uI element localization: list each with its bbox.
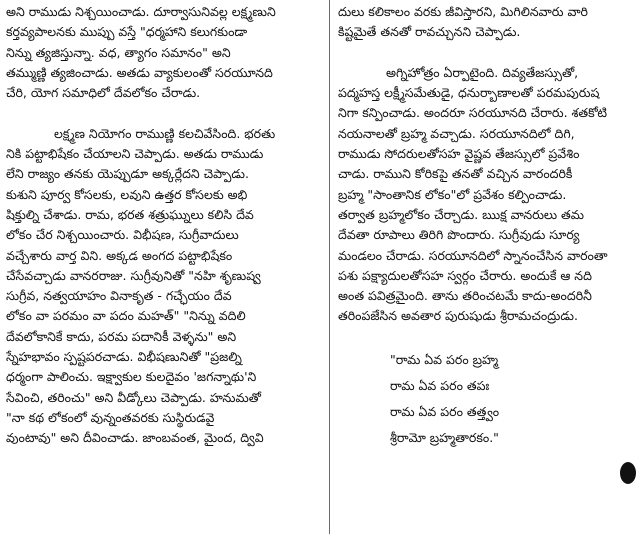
paragraph-ascension	[338, 63, 630, 327]
text-line: పశు పక్ష్యాదులతోసహ స్వర్గం చేరారు. అందుకే ఆ నది	[338, 267, 592, 283]
text-line: నిగా కన్పించాడు. అందరూ సరయూనది చేరారు. శతకోటి	[338, 105, 608, 121]
column-divider	[329, 0, 330, 534]
text-line: "నా కథ లోకంలో వున్నంతవరకు సుస్థిరుడవై	[6, 409, 215, 425]
text-line: చేరి, యోగ సమాధిలో దేవలోకం చేరాడు.	[6, 85, 201, 101]
text-line: వచ్చేశారు వార్త విని. అక్కడ అంగద పట్టాభిషేకం	[6, 247, 233, 263]
paragraph-gap	[338, 327, 630, 347]
text-line: తరింపజేసిన అవతార పురుషుడు శ్రీరామచంద్రుడు.	[338, 308, 578, 324]
text-line: దులు కలికాలం వరకు జీవిస్తారని, మిగిలినవారు వారి	[338, 4, 588, 19]
text-line: అని రాముడు నిశ్చయించాడు. దూర్వాసునివల్ల లక్ష్మణుని	[6, 4, 276, 19]
text-line: లక్ష్మణ నియోగం రాముణ్ణి కలచివేసింది. భరతు	[54, 125, 276, 141]
paragraph-farewell	[6, 124, 322, 449]
closing-verse	[338, 347, 630, 451]
text-line: కిష్టమైతే తనతో రావచ్చునని చెప్పాడు.	[338, 24, 521, 40]
text-line: సుగ్రీవ, నత్వయాహం వినాకృత - గచ్ఛేయం దేవ	[6, 288, 232, 304]
paragraph-continuation	[338, 2, 630, 43]
binding-hole-mark	[620, 462, 636, 484]
text-line: కుశుని పూర్వ కోసలకు, లవుని ఉత్తర కోసలకు అభి	[6, 186, 248, 202]
text-line: తమ్ముణ్ణి త్యజించాడు. అతడు వ్యాకులంతో సరయూనది	[6, 64, 273, 80]
text-line: తర్వాత బ్రహ్మలోకం చేర్చాడు. ఋక్ష వానరులు తమ	[338, 206, 585, 222]
text-line: సేవించి, తరించు" అని వీడ్కోలు చెప్పాడు. హనుమతో	[6, 389, 261, 405]
left-column	[6, 2, 322, 449]
text-line: లేని రాజ్యం తనకు యెప్పుడూ అక్కర్లేదని చెప్పాడు.	[6, 166, 249, 182]
text-line: చేసేవచ్చాడు వానరరాజు. సుగ్రీవునితో "నహి శృణుష్వ	[6, 267, 261, 283]
text-line: అగ్నిహోత్రం ఏర్పాటైంది. దివ్యతేజస్సుతో,	[386, 64, 579, 80]
text-line: అంత పవిత్రమైంది. తాను తరించటమే కాదు-అందరినీ	[338, 288, 592, 304]
text-line: లోకం చేర నిశ్చయించారు. విభీషణ, సుగ్రీవాదులు	[6, 227, 239, 243]
text-line: దేవతా రూపాలు తిరిగి పొందారు. సుగ్రీవుడు సూర్య	[338, 227, 580, 243]
text-line: మండలం చేరాడు. సరయూనదిలో స్నానంచేసిన వారంతా	[338, 247, 608, 263]
text-line: నిన్ను త్యజిస్తున్నా. వధ, త్యాగం సమానం" అని	[6, 44, 231, 60]
paragraph-gap	[338, 43, 630, 63]
text-line: రాముడు సోదరులతోసహ వైష్ణవ తేజస్సులో ప్రవేశిం	[338, 146, 580, 162]
verse-line: శ్రీరామో బ్రహ్మతారకం."	[390, 430, 499, 446]
text-line: కర్తవ్యపాలనకు ముప్పు వస్తే "ధర్మహాని కలుగకుండా	[6, 24, 248, 40]
paragraph-lakshmana-exit	[6, 2, 322, 103]
text-line: దేవలోకానికే కాదు, పరమ పదానికీ వెళ్ళను" అని	[6, 328, 237, 344]
text-line: బ్రహ్మ "సాంతానిక లోకం"లో ప్రవేశం కల్పించాడు.	[338, 186, 567, 202]
text-line: నికి పట్టాభిషేకం చేయాలని చెప్పాడు. అతడు రాముడు	[6, 146, 264, 162]
verse-line: రామ ఏవ పరం తత్త్వం	[390, 404, 500, 420]
right-column	[338, 2, 630, 451]
text-line: పద్మహస్త లక్ష్మీసమేతుడై, ధనుర్బాణాలతో పరమపురుష	[338, 85, 600, 101]
verse-line: రామ ఏవ పరం తపః	[390, 378, 490, 394]
paragraph-gap	[6, 103, 322, 123]
text-line: వుంటావు" అని దీవించాడు. జాంబవంత, మైంద, ద్వివి	[6, 430, 264, 446]
text-line: ధర్మంగా పాలించు. ఇక్ష్వాకుల కులదైవం 'జగన్నాథు'ని	[6, 369, 257, 385]
text-line: స్నేహభావం స్పష్టపరచాడు. విభీషణునితో "ప్రజల్ని	[6, 349, 242, 365]
verse-line: "రామ ఏవ పరం బ్రహ్మ	[390, 352, 499, 368]
text-line: లోకం వా పరమం వా పదం మహత్" "నిన్ను వదిలి	[6, 308, 246, 324]
text-line: నయనాలతో బ్రహ్మ వచ్చాడు. సరయూనదిలో దిగి,	[338, 125, 575, 141]
text-line: షిక్తుల్ని చేశాడు. రామ, భరత శత్రుఘ్నులు కలిసి దేవ	[6, 206, 254, 222]
text-line: చాడు. రాముని కోరికపై తనతో వచ్చిన వారందరికీ	[338, 166, 573, 182]
